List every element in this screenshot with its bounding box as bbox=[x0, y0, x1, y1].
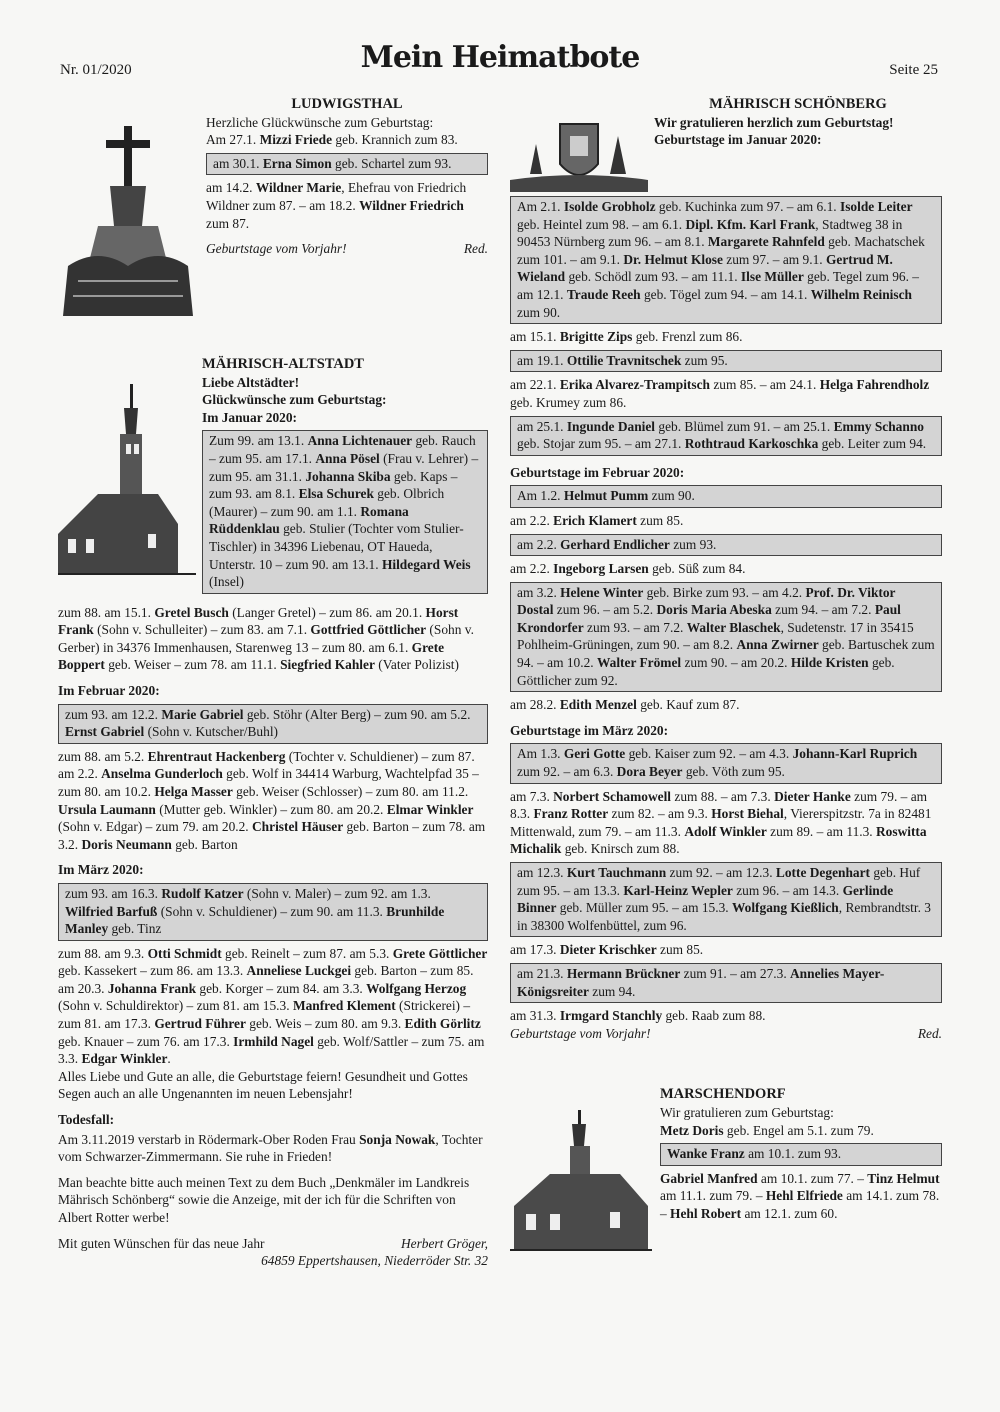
entry-text: zum 79. – am 8.3. bbox=[510, 788, 928, 822]
section-altstadt bbox=[58, 356, 488, 1270]
person-name: Gerhard Endlicher bbox=[560, 536, 670, 552]
entry-text: . bbox=[167, 1051, 171, 1067]
section-marschendorf bbox=[510, 1086, 942, 1260]
entry-text: geb. Weis – zum 80. am 9.3. bbox=[245, 1016, 405, 1032]
person-name: Prof. Dr. Viktor Dostal bbox=[517, 584, 896, 618]
entry-text: (Sohn v. Schuldirektor) – zum 81. am 15.3. bbox=[58, 998, 293, 1014]
person-name: Rothtraud Karkoschka bbox=[684, 436, 819, 452]
entry-text: geb. Barton bbox=[171, 836, 238, 852]
person-name: Dipl. Kfm. Karl Frank bbox=[685, 216, 816, 232]
entry-text: zum 93. am 16.3. bbox=[65, 885, 162, 901]
person-name: Johann-Karl Ruprich bbox=[792, 746, 918, 762]
entry-text: zum 95. bbox=[681, 352, 728, 368]
birthday-entry bbox=[510, 376, 942, 411]
birthday-entry: am 14.2. Wildner Marie, Ehefrau von Friedrich Wildner zum 87. – am 18.2. Wildner Friedrich zum 87. bbox=[206, 180, 467, 231]
person-name: Irmgard Stanchly bbox=[559, 1008, 663, 1024]
person-name: Romana Rüddenklau bbox=[209, 503, 409, 537]
entry-text: zum 89. – am 11.3. bbox=[766, 823, 876, 839]
person-name: Wilhelm Reinisch bbox=[810, 286, 913, 302]
page-number: Seite 25 bbox=[889, 62, 938, 78]
entry-text: , Viererspitzstr. 7a in 82481 Mittenwald, zum 79. – am 11.3. bbox=[510, 806, 932, 839]
birthday-paragraph bbox=[58, 748, 488, 854]
person-name: Brigitte Zips bbox=[559, 329, 633, 345]
person-name: Anna Zwirner bbox=[736, 637, 819, 653]
person-name: Marie Gabriel bbox=[161, 706, 244, 722]
entry-text: zum 82. – am 9.3. bbox=[608, 806, 712, 822]
entry-text: Am 2.1. bbox=[517, 199, 564, 214]
month-heading: Geburtstage im März 2020: bbox=[510, 722, 669, 738]
entry-text: am 19.1. bbox=[517, 352, 567, 368]
person-name: Doris Neumann bbox=[81, 836, 172, 852]
birthday-entry bbox=[660, 1170, 942, 1223]
entry-text: geb. Weiser (Schlosser) – zum 80. am 11.2. bbox=[232, 783, 469, 799]
person-name: Anna Lichtenauer bbox=[307, 433, 413, 449]
entry-text: geb. Tinz bbox=[108, 921, 162, 937]
entry-text: geb. Vöth zum 95. bbox=[682, 764, 785, 780]
entry-text: am 10.1. zum 77. – bbox=[757, 1170, 868, 1186]
entry-text: geb. Birke zum 93. – am 4.2. bbox=[643, 584, 806, 600]
person-name: Anneliese Luckgei bbox=[246, 963, 352, 979]
person-name: Siegfried Kahler bbox=[280, 657, 375, 673]
greeting: Wir gratulieren zum Geburtstag: bbox=[660, 1104, 834, 1120]
entry-text: geb. Kaiser zum 92. – am 4.3. bbox=[625, 746, 793, 762]
person-name: Gertrud Führer bbox=[154, 1016, 246, 1032]
section-ludwigsthal bbox=[58, 96, 488, 336]
person-name: Metz Doris bbox=[660, 1122, 724, 1138]
entry-text: zum 94. – am 7.2. bbox=[771, 602, 875, 618]
person-name: Irmhild Nagel bbox=[233, 1033, 314, 1049]
entry-text: geb. Machatschek zum 101. – am 9.1. bbox=[517, 234, 925, 267]
entry-text: zum 90. – am 20.2. bbox=[681, 655, 791, 671]
person-name: Helga Masser bbox=[154, 783, 233, 799]
person-name: Wanke Franz bbox=[667, 1146, 745, 1162]
entry-text: zum 88. am 9.3. bbox=[58, 945, 148, 961]
birthday-entry bbox=[510, 941, 942, 959]
person-name: Erich Klamert bbox=[553, 512, 637, 528]
person-name: Helga Fahrendholz bbox=[819, 377, 930, 393]
entry-text: am 7.3. bbox=[510, 788, 554, 804]
entry-text: zum 88. am 15.1. bbox=[58, 604, 155, 620]
highlight-box bbox=[510, 743, 942, 783]
entry-text: geb. Krumey zum 86. bbox=[510, 394, 627, 410]
section-title: MÄHRISCH SCHÖNBERG bbox=[709, 96, 887, 112]
entry-text: geb. Knirsch zum 88. bbox=[561, 841, 680, 857]
person-name: Doris Maria Abeska bbox=[656, 602, 772, 618]
greeting: Glückwünsche zum Geburtstag: bbox=[202, 392, 387, 408]
person-name: Ernst Gabriel bbox=[65, 724, 145, 740]
month-heading: Im Januar 2020: bbox=[202, 409, 297, 425]
entry-text: , Stadtweg 38 in 90453 Nürnberg zum 96. – am 8.1. bbox=[517, 216, 903, 250]
entry-text: am 28.2. bbox=[510, 697, 560, 713]
entry-text: zum 96. – am 14.3. bbox=[732, 882, 843, 898]
person-name: Kurt Tauchmann bbox=[566, 865, 667, 880]
highlight-box bbox=[58, 704, 488, 744]
entry-text: , Rembrandtstr. 3 in 38300 Wolfenbüttel, zum 96. bbox=[517, 900, 931, 933]
person-name: Johanna Skiba bbox=[305, 468, 391, 484]
notice-text: Man beachte bitte auch meinen Text zu dem Buch „Denkmäler im Landkreis Mährisch Schönberg“ sowie die Anzeige, mit der ich für die Schriften von Albert Rotter werbe! bbox=[58, 1174, 470, 1225]
person-name: Helmut Pumm bbox=[563, 488, 649, 504]
person-name: Elsa Schurek bbox=[298, 486, 374, 502]
birthday-entry bbox=[510, 788, 942, 858]
person-name: Gabriel Manfred bbox=[660, 1170, 758, 1186]
person-name: Emmy Schanno bbox=[833, 418, 924, 434]
entry-text: am 21.3. bbox=[517, 965, 567, 981]
month-heading: Geburtstage im Februar 2020: bbox=[510, 464, 685, 480]
entry-text: geb. Wolf/Sattler – zum 75. am 3.3. bbox=[58, 1033, 485, 1067]
entry-text: zum 85. bbox=[656, 942, 704, 958]
entry-text: (Langer Gretel) – zum 86. am 20.1. bbox=[228, 604, 426, 620]
entry-text: zum 90. bbox=[517, 304, 561, 320]
issue-number: Nr. 01/2020 bbox=[60, 62, 132, 78]
entry-text: am 12.3. bbox=[517, 865, 567, 880]
entry-text: zum 92. – am 6.3. bbox=[517, 764, 617, 780]
person-name: Elmar Winkler bbox=[386, 801, 474, 817]
note-line: Geburtstage vom Vorjahr! Red. bbox=[206, 241, 488, 257]
entry-text: zum 97. – am 9.1. bbox=[722, 251, 826, 267]
entry-text: (Frau v. Lehrer) – zum 95. am 31.1. bbox=[209, 450, 479, 484]
person-name: Ehrentraut Hackenberg bbox=[147, 748, 286, 764]
highlight-box bbox=[510, 534, 942, 557]
person-name: Ingeborg Larsen bbox=[553, 561, 649, 577]
obituary-heading: Todesfall: bbox=[58, 1112, 115, 1128]
person-name: Hilde Kristen bbox=[790, 655, 869, 671]
entry-text: geb. Wolf in 34414 Warburg, Wachtelpfad 35 – zum 80. am 10.2. bbox=[58, 766, 479, 799]
entry-text: zum 91. – am 27.3. bbox=[680, 965, 791, 981]
highlight-box bbox=[510, 862, 942, 937]
birthday-entry: Am 27.1. Mizzi Friede geb. Krannich zum 83. bbox=[206, 132, 458, 148]
entry-text: (Tochter v. Schuldiener) – zum 87. am 2.2. bbox=[58, 748, 475, 782]
person-name: Anna Pösel bbox=[315, 450, 380, 466]
entry-text: (Sohn v. Kutscher/Buhl) bbox=[144, 724, 279, 740]
highlight-box bbox=[510, 196, 942, 324]
right-column bbox=[510, 96, 942, 1260]
birthday-entry bbox=[510, 696, 942, 714]
entry-text: , Sudetenstr. 17 in 35415 Pohlheim-Grüningen, zum 90. – am 8.2. bbox=[517, 619, 914, 653]
person-name: Christel Häuser bbox=[252, 819, 344, 835]
person-name: Grete Göttlicher bbox=[392, 945, 488, 961]
person-name: Horst Biehal bbox=[711, 806, 784, 822]
entry-text: zum 88. am 5.2. bbox=[58, 748, 148, 764]
entry-text: am 17.3. bbox=[510, 942, 560, 958]
chapel-illustration bbox=[510, 1110, 652, 1260]
highlight-box bbox=[202, 430, 488, 593]
person-name: Traude Reeh bbox=[566, 286, 641, 302]
person-name: Dieter Hanke bbox=[774, 788, 851, 804]
person-name: Roswitta Michalik bbox=[510, 823, 927, 857]
entry-text: Am 1.3. bbox=[517, 746, 564, 762]
highlight-box bbox=[510, 416, 942, 456]
person-name: Hildegard Weis bbox=[381, 556, 471, 572]
person-name: Norbert Schamowell bbox=[553, 788, 672, 804]
person-name: Otti Schmidt bbox=[147, 945, 222, 961]
highlight-box: am 30.1. Erna Simon geb. Schartel zum 93. bbox=[206, 153, 488, 176]
entry-text: geb. Kassekert – zum 86. am 13.3. bbox=[58, 963, 247, 979]
person-name: Franz Rotter bbox=[533, 806, 609, 822]
entry-text: geb. Kuchinka zum 97. – am 6.1. bbox=[655, 199, 840, 214]
note-line: Geburtstage vom Vorjahr! Red. bbox=[510, 1025, 942, 1041]
entry-text: am 22.1. bbox=[510, 377, 560, 393]
person-name: Helene Winter bbox=[560, 584, 644, 600]
entry-text: am 12.1. zum 60. bbox=[741, 1205, 838, 1221]
person-name: Dieter Krischker bbox=[559, 942, 657, 958]
entry-text: (Sohn v. Gerber) in 34376 Immenhausen, Starenweg 13 – zum 80. am 6.1. bbox=[58, 622, 474, 655]
entry-text: am 2.2. bbox=[510, 561, 554, 577]
entry-text: zum 85. bbox=[636, 512, 684, 528]
highlight-box bbox=[660, 1143, 942, 1166]
person-name: Hehl Robert bbox=[670, 1205, 742, 1221]
person-name: Margarete Rahnfeld bbox=[707, 234, 825, 250]
person-name: Walter Frömel bbox=[596, 655, 682, 671]
entry-text: (Sohn v. Edgar) – zum 79. am 20.2. bbox=[58, 819, 253, 835]
section-title: MÄHRISCH-ALTSTADT bbox=[202, 356, 364, 372]
birthday-entry bbox=[510, 1007, 942, 1025]
entry-text: zum 93. bbox=[669, 536, 717, 552]
person-name: Hehl Elfriede bbox=[765, 1188, 843, 1204]
birthday-entry bbox=[660, 1122, 942, 1140]
entry-text: geb. Kauf zum 87. bbox=[636, 697, 740, 713]
person-name: Paul Krondorfer bbox=[517, 602, 901, 635]
entry-text: am 10.1. zum 93. bbox=[744, 1146, 842, 1162]
entry-text: am 2.2. bbox=[517, 536, 561, 552]
greeting: Wir gratulieren herzlich zum Geburtstag! bbox=[654, 114, 894, 130]
person-name: Ilse Müller bbox=[740, 269, 804, 285]
person-name: Wolfgang Herzog bbox=[366, 980, 467, 996]
highlight-box bbox=[510, 582, 942, 693]
person-name: Sonja Nowak bbox=[359, 1131, 436, 1147]
entry-text: geb. Tegel zum 96. – am 12.1. bbox=[517, 269, 919, 302]
entry-text: zum 92. – am 12.3. bbox=[666, 865, 776, 880]
person-name: Geri Gotte bbox=[563, 746, 626, 762]
wishes-text: Alles Liebe und Gute an alle, die Geburtstage feiern! Gesundheit und Gottes Segen auch an alle Ungenannten im neuen Lebensjahr! bbox=[58, 1068, 468, 1102]
entry-text: am 31.3. bbox=[510, 1008, 560, 1024]
birthday-paragraph bbox=[58, 604, 488, 674]
entry-text: Am 3.11.2019 verstarb in Rödermark-Ober Roden Frau bbox=[58, 1131, 360, 1147]
greeting: Liebe Altstädter! bbox=[202, 374, 300, 390]
highlight-box bbox=[58, 883, 488, 941]
person-name: Manfred Klement bbox=[292, 998, 396, 1014]
person-name: Adolf Winkler bbox=[684, 823, 767, 839]
entry-text: geb. Huf zum 95. – am 13.3. bbox=[517, 865, 921, 898]
person-name: Lotte Degenhart bbox=[775, 865, 871, 880]
person-name: Gottfried Göttlicher bbox=[310, 622, 427, 638]
entry-text: zum 93. – am 7.2. bbox=[583, 619, 687, 635]
entry-text: geb. Blümel zum 91. – am 25.1. bbox=[655, 418, 834, 434]
cross-monument-illustration bbox=[58, 116, 198, 336]
person-name: Ursula Laumann bbox=[58, 801, 156, 817]
person-name: Gertrud M. Wieland bbox=[517, 251, 893, 285]
person-name: Karl-Heinz Wepler bbox=[623, 882, 733, 898]
entry-text: geb. Barton – zum 85. am 20.3. bbox=[58, 963, 474, 996]
person-name: Dora Beyer bbox=[616, 764, 683, 780]
highlight-box bbox=[510, 963, 942, 1003]
entry-text: geb. Bartuschek zum 94. – am 10.2. bbox=[517, 637, 935, 671]
entry-text: zum 85. – am 24.1. bbox=[709, 377, 820, 393]
entry-text: zum 93. am 12.2. bbox=[65, 706, 162, 722]
entry-text: geb. Reinelt – zum 87. am 5.3. bbox=[221, 945, 393, 961]
entry-text: geb. Raab zum 88. bbox=[662, 1008, 766, 1024]
entry-text: geb. Stulier (Tochter vom Stulier-Tischler) in 34396 Liebenau, OT Haueda, Unterstr. 10 – zum 90. am 13.1. bbox=[209, 521, 464, 572]
person-name: Johanna Frank bbox=[107, 980, 197, 996]
entry-text: geb. Schödl zum 93. – am 11.1. bbox=[565, 269, 741, 285]
person-name: Horst Frank bbox=[58, 604, 459, 638]
entry-text: geb. Stöhr (Alter Berg) – zum 90. am 5.2. bbox=[243, 706, 471, 722]
section-title: LUDWIGSTHAL bbox=[291, 96, 403, 112]
entry-text: zum 88. – am 7.3. bbox=[671, 788, 775, 804]
entry-text: (Mutter geb. Winkler) – zum 80. am 20.2. bbox=[155, 801, 387, 817]
entry-text: am 11.1. zum 79. – bbox=[660, 1188, 766, 1204]
person-name: Tinz Helmut bbox=[867, 1170, 940, 1186]
entry-text: geb. Rauch – zum 95. am 17.1. bbox=[209, 433, 476, 466]
person-name: Ingunde Daniel bbox=[566, 418, 656, 434]
church-illustration bbox=[58, 374, 196, 604]
entry-text: am 3.2. bbox=[517, 584, 561, 600]
person-name: Wolfgang Kießlich bbox=[731, 900, 839, 916]
person-name: Isolde Leiter bbox=[840, 199, 913, 214]
highlight-box bbox=[510, 485, 942, 508]
entry-text: geb. Leiter zum 94. bbox=[818, 436, 927, 452]
signature-address: 64859 Eppertshausen, Niederröder Str. 32 bbox=[261, 1253, 488, 1269]
person-name: Erika Alvarez-Trampitsch bbox=[559, 377, 710, 393]
entry-text: geb. Weiser – zum 78. am 11.1. bbox=[104, 657, 281, 673]
person-name: Gerlinde Binner bbox=[517, 882, 894, 916]
entry-text: geb. Engel am 5.1. zum 79. bbox=[723, 1122, 874, 1138]
month-heading: Geburtstage im Januar 2020: bbox=[654, 132, 822, 148]
obituary-text bbox=[58, 1131, 488, 1166]
entry-text: (Sohn v. Schulleiter) – zum 83. am 7.1. bbox=[93, 622, 311, 638]
birthday-entry bbox=[510, 560, 942, 578]
person-name: Dr. Helmut Klose bbox=[623, 251, 723, 267]
highlight-box bbox=[510, 350, 942, 373]
entry-text: geb. Stojar zum 95. – am 27.1. bbox=[517, 436, 685, 452]
person-name: Grete Boppert bbox=[58, 639, 445, 673]
signature: Mit guten Wünschen für das neue Jahr Herbert Gröger, bbox=[58, 1235, 488, 1251]
entry-text: am 14.1. zum 78. – bbox=[660, 1188, 940, 1221]
town-coat-of-arms-illustration bbox=[510, 114, 648, 192]
entry-text: am 15.1. bbox=[510, 329, 560, 345]
entry-text: (Sohn v. Schuldiener) – zum 90. am 11.3. bbox=[157, 903, 387, 919]
entry-text: geb. Barton – zum 78. am 3.2. bbox=[58, 819, 486, 852]
month-heading: Im Februar 2020: bbox=[58, 682, 160, 698]
entry-text: geb. Knauer – zum 76. am 17.3. bbox=[58, 1033, 234, 1049]
person-name: Rudolf Katzer bbox=[161, 885, 244, 901]
entry-text: zum 90. bbox=[648, 488, 695, 504]
entry-text: am 25.1. bbox=[517, 418, 567, 434]
entry-text: geb. Kaps – zum 93. am 8.1. bbox=[209, 468, 458, 502]
section-title: MARSCHENDORF bbox=[660, 1086, 786, 1103]
entry-text: Zum 99. am 13.1. bbox=[209, 433, 308, 449]
entry-text: Am 1.2. bbox=[517, 488, 564, 504]
person-name: Anselma Gunderloch bbox=[101, 766, 223, 782]
person-name: Brunhilde Manley bbox=[65, 903, 445, 937]
entry-text: am 2.2. bbox=[510, 512, 554, 528]
person-name: Edgar Winkler bbox=[81, 1051, 168, 1067]
intro-text: Herzliche Glückwünsche zum Geburtstag: bbox=[206, 114, 434, 130]
birthday-entry bbox=[510, 328, 942, 346]
person-name: Walter Blaschek bbox=[686, 619, 781, 635]
person-name: Hermann Brückner bbox=[566, 965, 681, 981]
birthday-entry bbox=[510, 512, 942, 530]
entry-text: (Strickerei) – zum 81. am 17.3. bbox=[58, 998, 471, 1032]
entry-text: geb. Heintel zum 98. – am 6.1. bbox=[517, 216, 686, 232]
entry-text: geb. Müller zum 95. – am 15.3. bbox=[556, 900, 732, 916]
entry-text: zum 96. – am 5.2. bbox=[553, 602, 657, 618]
person-name: Gretel Busch bbox=[154, 604, 229, 620]
person-name: Ottilie Travnitschek bbox=[566, 352, 682, 368]
page-header bbox=[0, 0, 1000, 90]
masthead: Mein Heimatbote bbox=[360, 40, 640, 75]
person-name: Edith Menzel bbox=[559, 697, 637, 713]
entry-text: geb. Frenzl zum 86. bbox=[632, 329, 743, 345]
person-name: Wilfried Barfuß bbox=[65, 903, 158, 919]
birthday-paragraph bbox=[58, 945, 488, 1068]
person-name: Annelies Mayer-Königsreiter bbox=[517, 965, 885, 999]
entry-text: , Tochter vom Schwarzer-Zimmermann. Sie ruhe in Frieden! bbox=[58, 1131, 483, 1165]
entry-text: (Vater Polizist) bbox=[374, 657, 459, 673]
section-schoenberg bbox=[510, 96, 942, 1042]
entry-text: (Insel) bbox=[209, 574, 244, 590]
entry-text: geb. Tögel zum 94. – am 14.1. bbox=[640, 286, 811, 302]
person-name: Edith Görlitz bbox=[404, 1016, 481, 1032]
entry-text: zum 94. bbox=[588, 983, 636, 999]
left-column bbox=[58, 96, 488, 1270]
entry-text: geb. Süß zum 84. bbox=[648, 561, 746, 577]
entry-text: geb. Korger – zum 84. am 3.3. bbox=[196, 980, 367, 996]
entry-text: geb. Olbrich (Maurer) – zum 90. am 1.1. bbox=[209, 486, 445, 519]
person-name: Isolde Grobholz bbox=[563, 199, 656, 214]
entry-text: (Sohn v. Maler) – zum 92. am 1.3. bbox=[243, 885, 431, 901]
month-heading: Im März 2020: bbox=[58, 862, 144, 878]
entry-text: geb. Göttlicher zum 92. bbox=[517, 655, 895, 688]
